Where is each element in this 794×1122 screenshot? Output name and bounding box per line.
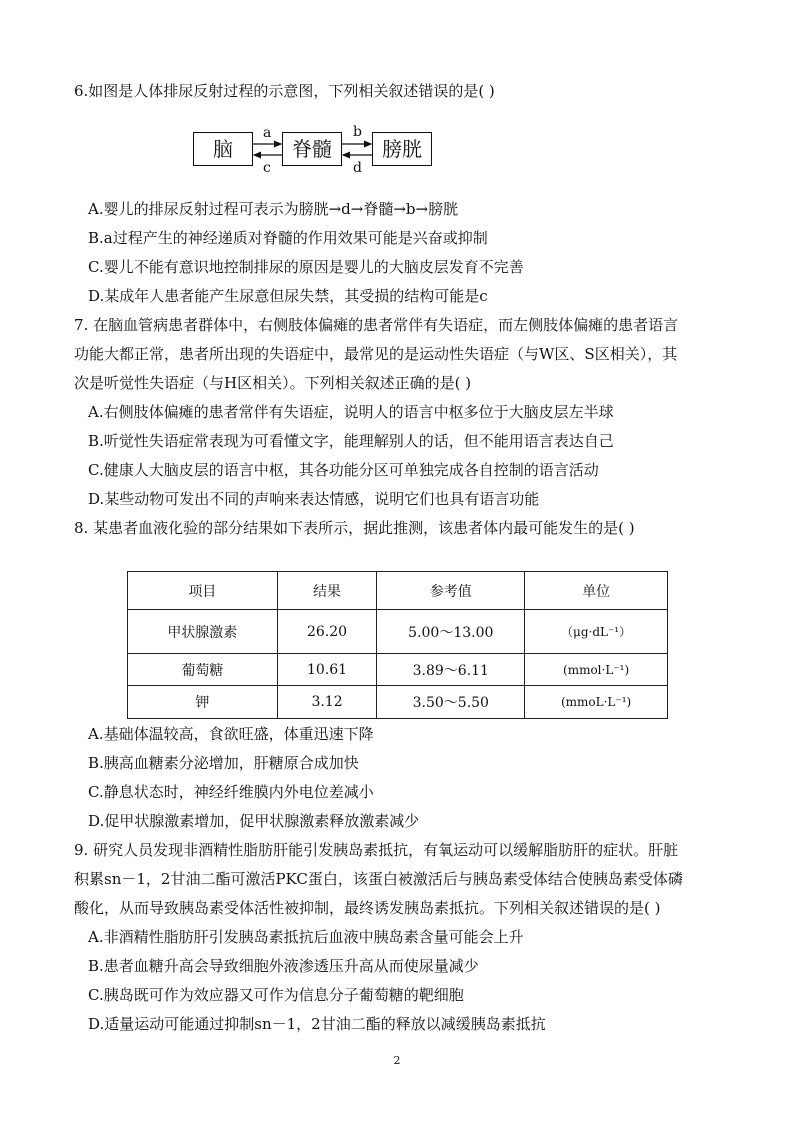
q7-option-b: B.听觉性失语症常表现为可看懂文字，能理解别人的话，但不能用语言表达自己: [88, 432, 614, 450]
box-brain: 脑: [193, 132, 253, 166]
q6-stem: 6.如图是人体排尿反射过程的示意图，下列相关叙述错误的是( ): [74, 82, 495, 100]
table-cell: 10.61: [277, 654, 377, 686]
table-cell: 26.20: [277, 610, 377, 654]
box-bladder: 膀胱: [372, 132, 432, 166]
q7-stem-line-2: 功能大都正常，患者所出现的失语症中，最常见的是运动性失语症（与W区、S区相关），其: [74, 345, 678, 363]
reflex-diagram: [193, 124, 433, 180]
q6-option-c: C.婴儿不能有意识地控制排尿的原因是婴儿的大脑皮层发育不完善: [88, 258, 524, 276]
table-cell: 3.89～6.11: [377, 654, 525, 686]
table-header: 结果: [277, 572, 377, 610]
q9-stem-line-1: 9. 研究人员发现非酒精性脂肪肝能引发胰岛素抵抗，有氧运动可以缓解脂肪肝的症状。肝脏: [74, 841, 679, 859]
table-cell: 3.12: [277, 686, 377, 719]
page-number: 2: [393, 1054, 401, 1067]
q8-option-d: D.促甲状腺激素增加，促甲状腺激素释放激素减少: [88, 812, 420, 830]
q8-option-c: C.静息状态时，神经纤维膜内外电位差减小: [88, 783, 374, 801]
table-cell: 3.50～5.50: [377, 686, 525, 719]
q7-option-c: C.健康人大脑皮层的语言中枢，其各功能分区可单独完成各自控制的语言活动: [88, 461, 599, 479]
table-cell: 5.00～13.00: [377, 610, 525, 654]
q9-option-c: C.胰岛既可作为效应器又可作为信息分子葡萄糖的靶细胞: [88, 986, 464, 1004]
q8-option-b: B.胰高血糖素分泌增加，肝糖原合成加快: [88, 754, 359, 772]
q8-option-a: A.基础体温较高，食欲旺盛，体重迅速下降: [88, 725, 374, 743]
label-d: d: [353, 160, 362, 176]
q7-option-a: A.右侧肢体偏瘫的患者常伴有失语症，说明人的语言中枢多位于大脑皮层左半球: [88, 403, 614, 421]
table-row: [128, 610, 668, 654]
box-spinal-cord: 脊髓: [282, 132, 342, 166]
table-row: [128, 686, 668, 719]
q9-option-d: D.适量运动可能通过抑制sn－1，2甘油二酯的释放以减缓胰岛素抵抗: [88, 1015, 546, 1033]
table-header: 单位: [525, 572, 668, 610]
table-row: [128, 654, 668, 686]
table-cell: (mmoL·L⁻¹): [525, 686, 668, 719]
label-a: a: [263, 125, 272, 141]
lab-results-table: [127, 571, 668, 719]
label-c: c: [263, 160, 271, 176]
q8-stem: 8. 某患者血液化验的部分结果如下表所示，据此推测，该患者体内最可能发生的是( ): [74, 519, 635, 537]
table-cell: (mmol·L⁻¹): [525, 654, 668, 686]
q6-option-d: D.某成年人患者能产生尿意但尿失禁，其受损的结构可能是c: [88, 287, 488, 305]
q7-option-d: D.某些动物可发出不同的声响来表达情感，说明它们也具有语言功能: [88, 490, 540, 508]
table-header: 参考值: [377, 572, 525, 610]
q7-stem-line-1: 7. 在脑血管病患者群体中，右侧肢体偏瘫的患者常伴有失语症，而左侧肢体偏瘫的患者语言: [74, 316, 679, 334]
q9-option-b: B.患者血糖升高会导致细胞外液渗透压升高从而使尿量减少: [88, 957, 479, 975]
q7-stem-line-3: 次是听觉性失语症（与H区相关）。下列相关叙述正确的是( ): [74, 374, 472, 392]
diagram-arrows: [193, 125, 433, 180]
q6-option-b: B.a过程产生的神经递质对脊髓的作用效果可能是兴奋或抑制: [88, 229, 488, 247]
table-cell: 葡萄糖: [128, 654, 278, 686]
q9-stem-line-3: 酸化，从而导致胰岛素受体活性被抑制，最终诱发胰岛素抵抗。下列相关叙述错误的是( ): [74, 899, 661, 917]
table-cell: 钾: [128, 686, 278, 719]
table-cell: （μg·dL⁻¹）: [525, 610, 668, 654]
table-header: 项目: [128, 572, 278, 610]
table-cell: 甲状腺激素: [128, 610, 278, 654]
q9-stem-line-2: 积累sn－1，2甘油二酯可激活PKC蛋白，该蛋白被激活后与胰岛素受体结合使胰岛素受体磷: [74, 870, 683, 888]
label-b: b: [353, 124, 362, 140]
table-header-row: [128, 572, 668, 610]
q6-option-a: A.婴儿的排尿反射过程可表示为膀胱→d→脊髓→b→膀胱: [88, 200, 459, 218]
q9-option-a: A.非酒精性脂肪肝引发胰岛素抵抗后血液中胰岛素含量可能会上升: [88, 928, 524, 946]
